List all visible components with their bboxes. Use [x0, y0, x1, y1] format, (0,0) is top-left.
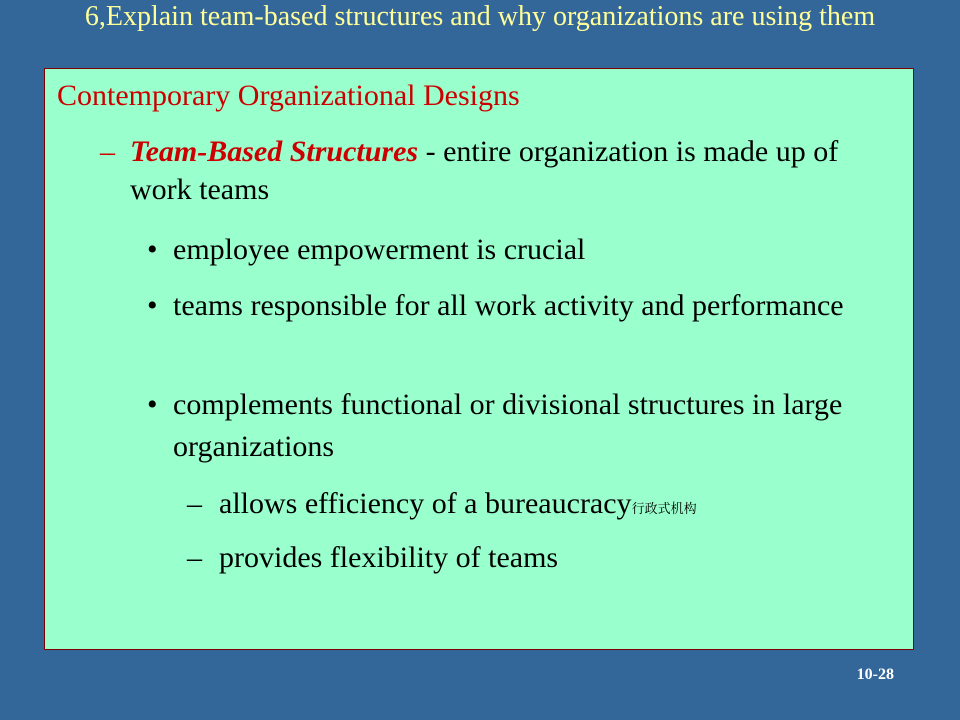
bullet-item	[147, 229, 867, 271]
content-box	[44, 68, 914, 650]
bullet-text: complements functional or divisional structures in large organizations	[173, 388, 843, 463]
bullet-marker: •	[147, 289, 158, 322]
sub-item	[187, 485, 887, 529]
level1-item	[100, 133, 860, 209]
dash-marker: –	[187, 541, 202, 574]
section-heading: Contemporary Organizational Designs	[57, 79, 520, 112]
term-description: - entire organization is made up of work teams	[130, 135, 839, 206]
dash-marker: –	[100, 135, 115, 168]
level1-text	[130, 133, 860, 209]
bullet-item	[147, 285, 867, 327]
sub-item-text: provides flexibility of teams	[219, 541, 559, 574]
bullet-item	[147, 384, 867, 468]
sub-item-text: allows efficiency of a bureaucracy	[219, 487, 632, 520]
sub-item	[187, 539, 887, 577]
bullet-marker: •	[147, 388, 158, 421]
bullet-marker: •	[147, 233, 158, 266]
dash-marker: –	[187, 487, 202, 520]
slide-title: 6,Explain team-based structures and why organizations are using them	[84, 1, 876, 32]
chinese-annotation: 行政式机构	[631, 502, 697, 517]
bullet-text: teams responsible for all work activity and performance	[173, 289, 844, 322]
page-number: 10-28	[856, 666, 894, 683]
bullet-text: employee empowerment is crucial	[173, 233, 586, 266]
key-term: Team-Based Structures	[130, 135, 419, 168]
